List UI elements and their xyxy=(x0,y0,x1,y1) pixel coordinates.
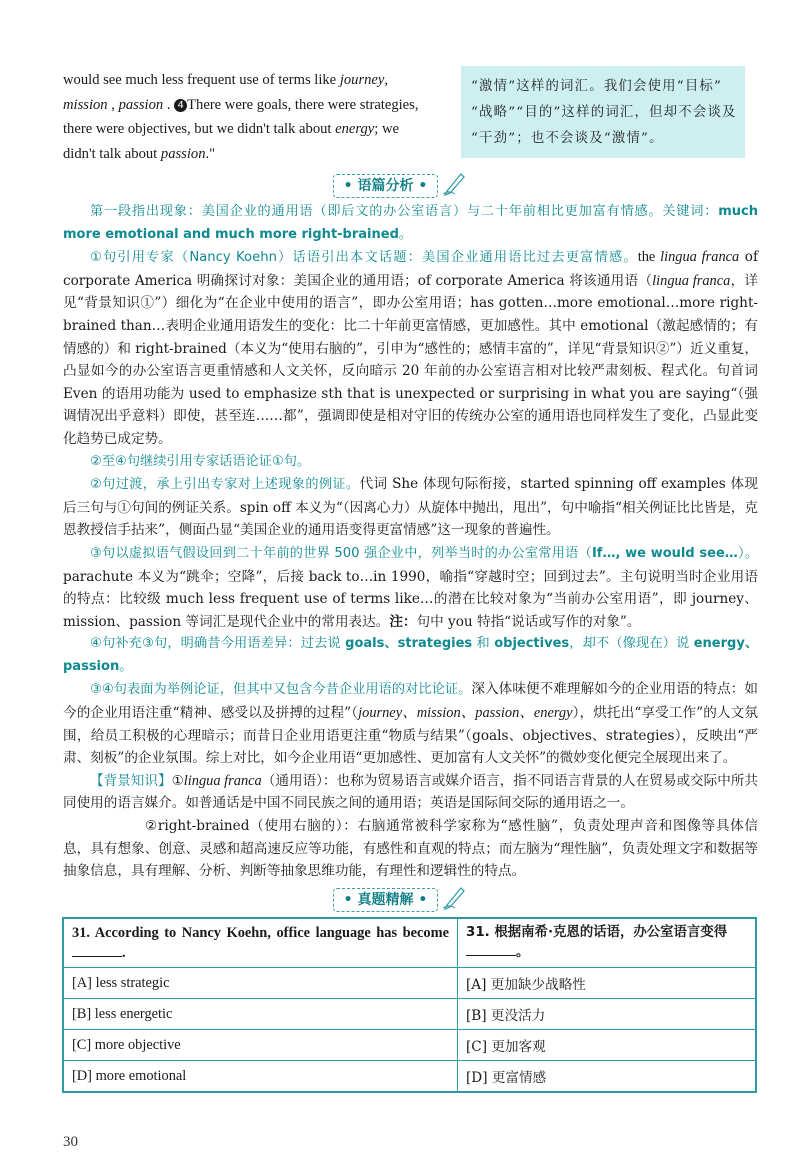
question-text: 。 xyxy=(516,945,530,960)
passage-text: . xyxy=(163,96,175,113)
section-header-questions xyxy=(0,884,800,910)
italic-term: lingua franca xyxy=(652,272,731,289)
option-d-zh: [D] 更富情感 xyxy=(458,1061,757,1093)
analysis-paragraph-5 xyxy=(63,542,758,633)
keyword-text: energy、passion xyxy=(63,636,758,674)
italic-term: journey、mission、passion、energy xyxy=(358,705,573,722)
keyword-text: goals、strategies xyxy=(345,636,473,652)
page-number: 30 xyxy=(63,1134,78,1150)
analysis-paragraph-2 xyxy=(63,246,758,450)
analysis-paragraph-6 xyxy=(63,633,758,678)
option-c-zh: [C] 更加客观 xyxy=(458,1030,757,1061)
answer-blank xyxy=(466,943,516,956)
passage-text: There were goals, there were strategies, xyxy=(187,96,419,113)
analysis-paragraph-3: ②至④句继续引用专家话语论证①句。 xyxy=(90,453,311,469)
answer-blank xyxy=(72,944,122,957)
analysis-text: of corporate America 明确探讨对象：美国企业的通用语；of corporate America 将该通用语（ xyxy=(63,249,758,289)
background-label: 【背景知识】 xyxy=(90,772,172,789)
passage-text: there were objectives, but we didn't talk about xyxy=(63,121,336,137)
analysis-lead: ）。 xyxy=(737,545,759,561)
question-text: . xyxy=(122,945,126,961)
passage-italic-term: passion xyxy=(118,96,164,113)
analysis-text: 代词 She 体现句际衔接，started spinning off examples 体现后三句与①句间的例证关系。spin off 本义为“（因离心力）从旋体中抛出，甩出”，句中喻指“相关例证比比皆是，克恩教授信手拈来”，侧面凸显“美国企业的通用语变得更富情感”这一现象的普遍性。 xyxy=(63,476,758,539)
question-stem-en xyxy=(63,918,458,968)
option-a-en: [A] less strategic xyxy=(63,968,458,999)
question-stem-row xyxy=(63,918,756,968)
question-stem-zh xyxy=(458,918,757,968)
italic-term: lingua franca xyxy=(660,249,740,266)
sentence-number-badge: 4 xyxy=(174,99,187,112)
analysis-paragraph-7 xyxy=(63,678,758,769)
passage-italic-term: mission xyxy=(63,96,108,113)
analysis-lead: 。 xyxy=(119,658,133,674)
option-row xyxy=(63,1030,756,1061)
analysis-text: 第一段指出现象：美国企业的通用语（即后文的办公室语言）与二十年前相比更加富有情感。关键词： xyxy=(90,204,719,219)
question-text: 31. 根据南希·克恩的话语，办公室语言变得 xyxy=(466,925,728,940)
option-b-zh: [B] 更没活力 xyxy=(458,999,757,1030)
section-title: • 语篇分析 • xyxy=(333,174,439,198)
analysis-body xyxy=(63,201,758,883)
english-passage-paragraph xyxy=(63,68,458,166)
pen-icon xyxy=(441,884,467,914)
passage-italic-term: passion xyxy=(160,145,206,162)
analysis-text: ① xyxy=(171,772,184,789)
analysis-paragraph-4 xyxy=(63,473,758,542)
analysis-lead: ②句过渡，承上引出专家对上述现象的例证。 xyxy=(90,477,360,493)
italic-term: lingua franca xyxy=(183,772,262,789)
analysis-lead: ①句引用专家（Nancy Koehn）话语引出本文话题：美国企业通用语比过去更富情感。 xyxy=(90,250,638,266)
translation-box xyxy=(461,66,745,158)
passage-text: , xyxy=(107,96,119,113)
option-row xyxy=(63,999,756,1030)
passage-text: , xyxy=(384,72,389,88)
analysis-text: 深入体味便不难理解如今的企业用语的特点：如今的企业用语注重“精神、感受以及拼搏的过程”（ xyxy=(63,681,758,722)
passage-text: ." xyxy=(205,145,216,162)
analysis-text: parachute 本义为“跳伞；空降”，后接 back to…in 1990，喻指“穿越时空；回到过去”。主句说明当时企业用语的特点：比较级 much less frequent use of terms like…的潜在比较对象为“当前办公室用语”，即 journey、mission、passion 等词汇是现代企业中的常用表达。 xyxy=(63,568,758,630)
question-text: 31. According to Nancy Koehn, office language has become xyxy=(72,925,449,941)
keyword-text: much more emotional and much more right-brained xyxy=(63,204,758,242)
keyword-text: objectives xyxy=(494,636,570,652)
translation-line: “干劲”；也不会谈及“激情”。 xyxy=(471,131,664,146)
option-b-en: [B] less energetic xyxy=(63,999,458,1030)
passage-text: didn't talk about xyxy=(63,145,161,162)
passage-italic-term: energy xyxy=(335,121,375,137)
option-c-en: [C] more objective xyxy=(63,1030,458,1061)
analysis-text: （通用语）：也称为贸易语言或媒介语言，指不同语言背景的人在贸易或交际中所共同使用的语言媒介。如普通话是中国不同民族之间的通用语；英语是国际间交际的通用语之一。 xyxy=(63,772,759,812)
analysis-lead: If…, we would see… xyxy=(591,545,738,561)
pen-icon xyxy=(441,170,467,200)
analysis-lead: 和 xyxy=(472,636,495,652)
analysis-lead: ，却不（像现在）说 xyxy=(569,636,694,652)
note-label: 注： xyxy=(389,613,417,630)
option-d-en: [D] more emotional xyxy=(63,1061,458,1093)
option-a-zh: [A] 更加缺少战略性 xyxy=(458,968,757,999)
analysis-text: 。 xyxy=(398,226,413,242)
analysis-text: 句中 you 特指“说话或写作的对象”。 xyxy=(416,613,641,630)
analysis-lead: ③句以虚拟语气假设回到二十年前的世界 500 强企业中，列举当时的办公室常用语（ xyxy=(90,545,592,561)
analysis-lead: ③④句表面为举例论证，但其中又包含今昔企业用语的对比论证。 xyxy=(90,682,472,698)
section-header-analysis xyxy=(0,170,800,196)
translation-line: “激情”这样的词汇。我们会使用“目标” xyxy=(471,79,723,94)
option-row xyxy=(63,968,756,999)
option-row xyxy=(63,1061,756,1093)
analysis-text: ），烘托出“享受工作”的人文氛围，给员工积极的心理暗示；而昔日企业用语更注重“物质与结果”（goals、objectives、strategies），反映出“严肃、刻板”的企业氛围。综上对比，如今企业用语“更加感性、更加富有人文关怀”的微妙变化便完全展现出来了。 xyxy=(63,705,758,767)
passage-text: ; we xyxy=(374,121,400,137)
analysis-text: ，详见“背景知识①”）细化为“在企业中使用的语言”，即办公室用语；has gotten…more emotional…more right-brained than…表明企业通用语发生的变化：比二十年前更富情感，更加感性。其中 emotional（激起感情的；有情感的）和 right-brained（本义为“使用右脑的”，引申为“感性的；感情丰富的”，详见“背景知识②”）近义重复，凸显如今的办公室语言更重情感和人文关怀，反向暗示 20 年前的办公室语言相对比较严肃刻板、程式化。句首词 Even 的语用功能为 used to emphasize sth that is unexpected or surprising in what you are saying“（强调情况出乎意料）即使，甚至连……都”，强调即使是相对守旧的传统办公室的通用语也同样发生了变化，凸显此变化趋势已成定势。 xyxy=(63,272,758,447)
translation-line: “战略”“目的”这样的词汇，但却不会谈及 xyxy=(471,105,737,120)
question-table xyxy=(62,917,757,1093)
analysis-lead: ④句补充③句，明确昔今用语差异：过去说 xyxy=(90,636,346,652)
analysis-paragraph-1 xyxy=(63,201,758,246)
background-knowledge-2: ②right-brained（使用右脑的）：右脑通常被科学家称为“感性脑”，负责处理声音和图像等具体信息，具有想象、创意、灵感和超高速反应等功能，有感性和直观的特点；而左脑为“理性脑”，负责处理文字和数据等抽象信息，具有理解、分析、判断等抽象思维功能，有理性和逻辑性的特点。 xyxy=(63,818,758,880)
analysis-text: the xyxy=(637,249,661,266)
passage-italic-term: journey xyxy=(339,72,385,88)
section-title: • 真题精解 • xyxy=(333,888,439,912)
background-knowledge-1 xyxy=(63,770,758,815)
passage-text: would see much less frequent use of terms like xyxy=(63,72,340,88)
